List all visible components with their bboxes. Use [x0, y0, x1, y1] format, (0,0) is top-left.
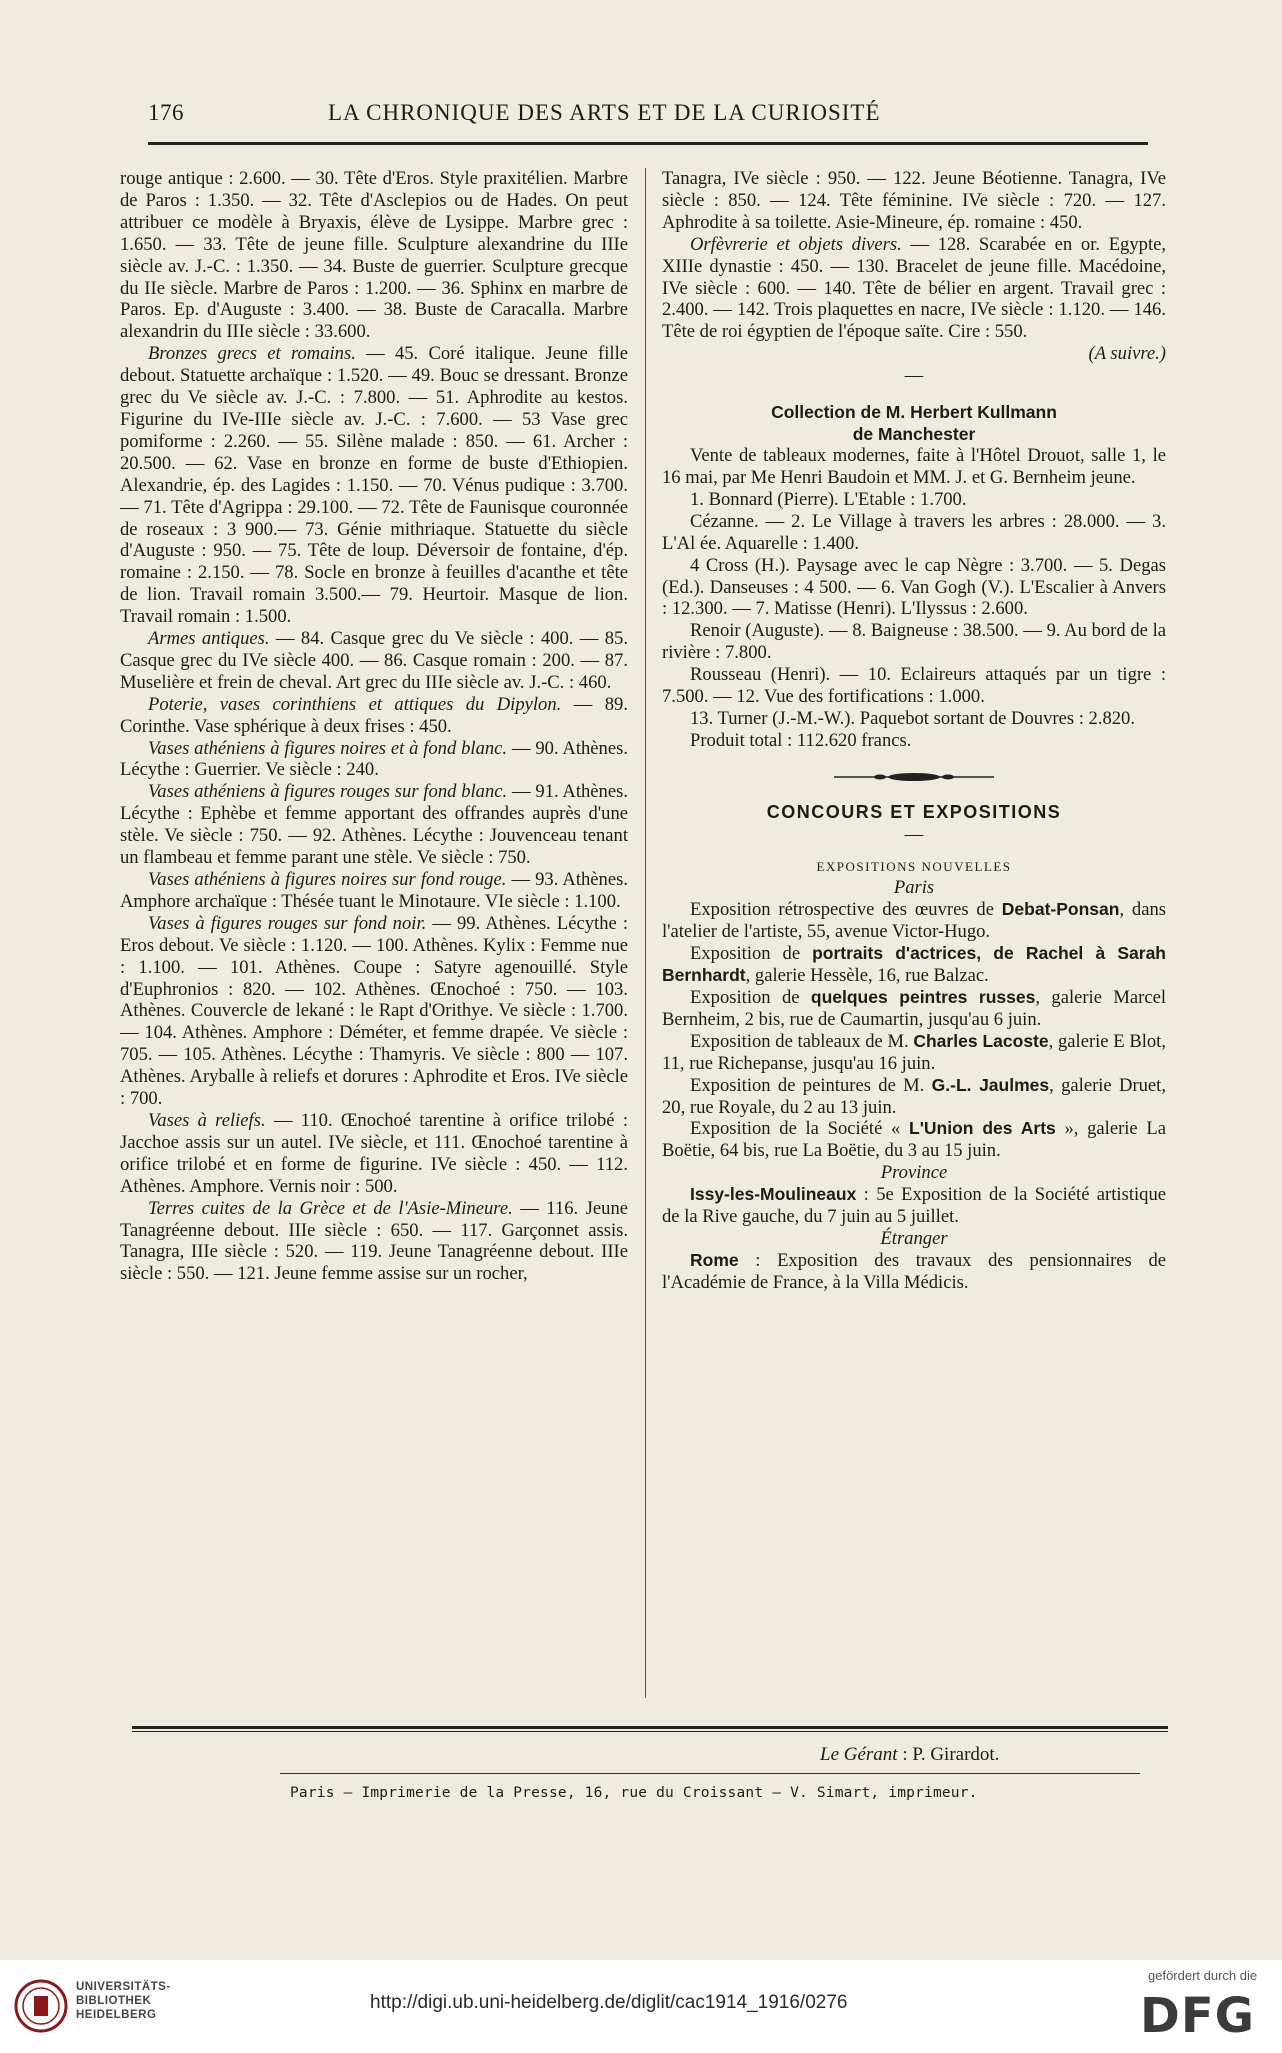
paragraph-text: — 116. Jeune Tanagréenne debout. IIIe siècle : 650. — 117. Garçonnet assis. Tanagra, IIIe siècle : 520. — 119. Jeune Tanagréenne debout. IIIe siècle : 550. — 121. Jeune femme assise sur un rocher, [120, 1197, 628, 1285]
exhibition-entry [662, 899, 1166, 943]
section-heading: CONCOURS ET EXPOSITIONS [766, 801, 1062, 822]
entry-highlight: G.-L. Jaulmes [931, 1074, 1050, 1095]
separator-dash: — [904, 365, 924, 387]
paragraph [120, 1110, 628, 1198]
gerant-name: : P. Girardot. [897, 1744, 1000, 1765]
place-heading: Étranger [880, 1227, 948, 1249]
entry-text: Exposition de [690, 943, 813, 965]
entry-text: : Exposition des travaux des pensionnaires de l'Académie de France, à la Villa Médicis. [662, 1249, 1166, 1293]
university-seal-icon [14, 1978, 68, 2034]
exhibition-entry [662, 1250, 1166, 1294]
institution-line: BIBLIOTHEK [76, 1995, 152, 2007]
paragraph-text: — 93. Athènes. Amphore archaïque : Thésée tuant le Minotaure. VIe siècle : 1.100. [120, 869, 628, 912]
section-lead: Vases à reliefs. [148, 1109, 266, 1131]
paragraph [120, 1198, 628, 1286]
section-lead: Poterie, vases corinthiens et attiques du Dipylon. [148, 693, 562, 715]
entry-text: , dans l'atelier de l'artiste, 55, avenue Victor-Hugo. [662, 899, 1166, 943]
collection-heading-line: Collection de M. Herbert Kullmann [771, 402, 1057, 423]
paragraph-text: — 110. Œnochoé tarentine à orifice trilobé : Jacchoe assis sur un autel. IVe siècle, et 111. Œnochoé tarentine à orifice trilobé et en forme de figurine. IVe siècle : 450. — 112. Athènes. Amphore. Vernis noir : 500. [120, 1109, 628, 1197]
ornament-divider-icon [834, 772, 994, 782]
section-lead: Bronzes grecs et romains. [148, 343, 356, 365]
paragraph-text: — 90. Athènes. Lécythe : Guerrier. Ve siècle : 240. [120, 737, 628, 781]
entry-highlight: Charles Lacoste [913, 1030, 1049, 1051]
entry-highlight: Issy-les-Moulineaux [690, 1184, 857, 1205]
entry-text: Exposition de tableaux de M. [690, 1030, 914, 1052]
entry-text: Exposition de la Société « [690, 1118, 910, 1140]
separator-dash: — [904, 823, 924, 845]
section-lead: Vases à figures rouges sur fond noir. [148, 912, 427, 934]
entry-text: Exposition de peintures de M. [690, 1074, 932, 1096]
footer-rule [280, 1773, 1140, 1774]
funding-note: gefördert durch die [1148, 1968, 1258, 1983]
institution-line: UNIVERSITÄTS- [76, 1981, 171, 1993]
entry-highlight: L'Union des Arts [909, 1118, 1056, 1139]
paragraph-text: — 45. Coré italique. Jeune fille debout. Statuette archaïque : 1.520. — 49. Bouc se dressant. Bronze grec du Ve siècle av. J.-C. : 7.800. — 51. Aphrodite au kestos. Figurine du IVe-IIIe siècle av. J.-C. : 7.600. — 53 Vase grec pomiforme : 2.260. — 55. Silène malade : 850. — 61. Archer : 20.500. — 62. Vase en bronze en forme de buste d'Ethiopien. Alexandrie, ép. des Lagides : 1.150. — 70. Vénus pudique : 3.700. — 71. Tête d'Agrippa : 29.100. — 72. Tête de Faunisque couronnée de roseaux : 3 900.— 73. Génie mithriaque. Statuette du siècle d'Auguste : 950. — 75. Tête de loup. Déversoir de fontaine, d'ép. romaine : 2.150. — 78. Socle en bronze à feuilles d'acanthe et tête de lion. Travail romain 3.500.— 79. Heurtoir. Masque de lion. Travail romain : 1.500. [120, 343, 628, 628]
section-lead: Vases athéniens à figures noires et à fond blanc. [148, 737, 508, 759]
place-heading: Paris [893, 877, 935, 899]
paragraph-text: — 89. Corinthe. Vase sphérique à deux frises : 450. [120, 693, 628, 737]
entry-text: Exposition de [690, 987, 811, 1008]
paragraph-text: — 84. Casque grec du Ve siècle : 400. — 85. Casque grec du IVe siècle 400. — 86. Casque romain : 200. — 87. Muselière et frein de cheval. Art grec du IIIe siècle av. J.-C. : 460. [120, 628, 628, 693]
paragraph: Cézanne. — 2. Le Village à travers les arbres : 28.000. — 3. L'Al ée. Aquarelle : 1.400. [662, 510, 1166, 554]
institution-line: HEIDELBERG [76, 2009, 157, 2021]
paragraph: Tanagra, IVe siècle : 950. — 122. Jeune Béotienne. Tanagra, IVe siècle : 850. — 124. Tête féminine. IVe siècle : 720. — 127. Aphrodite à sa toilette. Asie-Mineure, ép. romaine : 450. [662, 168, 1166, 233]
paragraph-text: — 128. Scarabée en or. Egypte, XIIIe dynastie : 450. — 130. Bracelet de jeune fille. Macédoine, IVe siècle : 600. — 140. Tête de bélier en argent. Travail grec : 2.400. — 142. Trois plaquettes en nacre, IVe siècle : 1.120. — 146. Tête de roi égyptien de l'époque saïte. Cire : 550. [662, 233, 1167, 343]
paragraph: Vente de tableaux modernes, faite à l'Hôtel Drouot, salle 1, le 16 mai, par Me Henri Baudoin et MM. J. et G. Bernheim jeune. [662, 445, 1166, 488]
permalink-url[interactable]: http://digi.ub.uni-heidelberg.de/diglit/cac1914_1916/0276 [370, 1992, 848, 2013]
paragraph: 4 Cross (H.). Paysage avec le cap Nègre : 3.700. — 5. Degas (Ed.). Danseuses : 4 500. — 6. Van Gogh (V.). L'Escalier à Anvers : 12.300. — 7. Matisse (Henri). L'Ilyssus : 2.600. [662, 554, 1166, 620]
paragraph: Renoir (Auguste). — 8. Baigneuse : 38.500. — 9. Au bord de la rivière : 7.800. [662, 620, 1166, 664]
paragraph [120, 869, 628, 913]
paragraph [120, 913, 628, 1110]
footer-rule [132, 1731, 1168, 1732]
section-lead: Orfèvrerie et objets divers. [690, 233, 902, 255]
page-number: 176 [148, 100, 184, 125]
paragraph [120, 781, 628, 869]
collection-heading [662, 401, 1166, 445]
exhibition-entry [662, 987, 1166, 1031]
place-heading: Province [880, 1162, 948, 1184]
entry-highlight: quelques peintres russes [810, 987, 1036, 1007]
paragraph: 13. Turner (J.-M.-W.). Paquebot sortant de Douvres : 2.820. [690, 707, 1136, 729]
paragraph-text: — 99. Athènes. Lécythe : Eros debout. Ve siècle : 1.120. — 100. Athènes. Kylix : Femme nue : 1.100. — 101. Athènes. Coupe : Satyre agenouillé. Style d'Euphronios : 820. — 102. Athènes. Œnochoé : 750. — 103. Athènes. Couvercle de lekané : le Rapt d'Orithye. Ve siècle : 1.700. — 104. Athènes. Amphore : Déméter, et femme drapée. Ve siècle : 705. — 105. Athènes. Lécythe : Thamyris. Ve siècle : 800 — 107. Athènes. Aryballe à reliefs et dorures : Aphrodite et Eros. IVe siècle : 700. [120, 912, 628, 1110]
paragraph [120, 628, 628, 694]
exhibition-entry [662, 1118, 1166, 1162]
left-column [120, 168, 628, 1285]
header-rule [148, 142, 1148, 145]
subsection-heading: EXPOSITIONS NOUVELLES [816, 858, 1012, 874]
entry-text: , galerie E Blot, 11, rue Richepanse, jusqu'au 16 juin. [662, 1030, 1166, 1074]
paragraph-text: — 91. Athènes. Lécythe : Ephèbe et femme apportant des offrandes auprès d'une stèle. Ve siècle : 750. — 92. Athènes. Lécythe : Jouvenceau tenant un flambeau et femme parant une stèle. Ve siècle : 750. [120, 781, 628, 869]
journal-title: LA CHRONIQUE DES ARTS ET DE LA CURIOSITÉ [328, 100, 881, 125]
entry-text: , galerie Druet, 20, rue Royale, du 2 au 13 juin. [662, 1074, 1166, 1118]
exhibition-entry [662, 943, 1166, 987]
running-head [148, 96, 1148, 136]
entry-text: , galerie Hessèle, 16, rue Balzac. [745, 965, 989, 987]
gerant-label: Le Gérant [820, 1744, 898, 1765]
footer-rule [132, 1726, 1168, 1729]
paragraph [120, 738, 628, 782]
column-divider [645, 168, 646, 1698]
paragraph: Produit total : 112.620 francs. [690, 729, 912, 751]
entry-text: : 5e Exposition de la Société artistique de la Rive gauche, du 7 juin au 5 juillet. [662, 1184, 1166, 1228]
paragraph [662, 234, 1166, 344]
section-lead: Vases athéniens à figures rouges sur fond blanc. [148, 781, 508, 803]
exhibition-entry [662, 1184, 1166, 1228]
to-be-continued: (A suivre.) [1088, 343, 1166, 365]
dfg-logo: DFG [1140, 1988, 1256, 2044]
paragraph: 1. Bonnard (Pierre). L'Etable : 1.700. [690, 488, 967, 510]
section-lead: Vases athéniens à figures noires sur fond rouge. [148, 869, 507, 890]
entry-text: », galerie La Boëtie, 64 bis, rue La Boëtie, du 3 au 15 juin. [662, 1118, 1166, 1162]
paragraph: rouge antique : 2.600. — 30. Tête d'Eros. Style praxitélien. Marbre de Paros : 1.350. — 32. Tête d'Asclepios ou de Hades. On peut attribuer ce modèle à Bryaxis, élève de Lysippe. Marbre grec : 1.650. — 33. Tête de jeune fille. Sculpture alexandrine du IIIe siècle av. J.-C. : 1.350. — 34. Buste de guerrier. Sculpture grecque du IIe siècle. Marbre de Paros : 1.200. — 36. Sphinx en marbre de Paros. Ep. d'Auguste : 3.400. — 38. Buste de Caracalla. Marbre alexandrin du IIIe siècle : 33.600. [120, 168, 628, 343]
paragraph [120, 343, 628, 628]
section-lead: Terres cuites de la Grèce et de l'Asie-Mineure. [148, 1197, 513, 1219]
entry-highlight: Debat-Ponsan [1001, 899, 1120, 920]
section-lead: Armes antiques. [148, 628, 270, 650]
collection-heading-line: de Manchester [852, 424, 976, 445]
paragraph: Rousseau (Henri). — 10. Eclaireurs attaqués par un tigre : 7.500. — 12. Vue des fortifications : 1.000. [662, 664, 1166, 708]
institution-name [76, 1980, 171, 2022]
entry-text: Exposition rétrospective des œuvres de [690, 899, 1002, 921]
paragraph [120, 694, 628, 738]
entry-text: , galerie Marcel Bernheim, 2 bis, rue de Caumartin, jusqu'au 6 juin. [662, 987, 1166, 1030]
exhibition-entry [662, 1031, 1166, 1075]
right-column [662, 168, 1166, 1294]
printer-imprint: Paris — Imprimerie de la Presse, 16, rue du Croissant — V. Simart, imprimeur. [290, 1785, 978, 1801]
entry-highlight: Rome [690, 1249, 739, 1270]
exhibition-entry [662, 1075, 1166, 1119]
publisher-signature [820, 1744, 999, 1766]
viewer-footer-bar [0, 1960, 1282, 2053]
entry-highlight: portraits d'actrices, de Rachel à Sarah Bernhardt [662, 943, 1166, 986]
